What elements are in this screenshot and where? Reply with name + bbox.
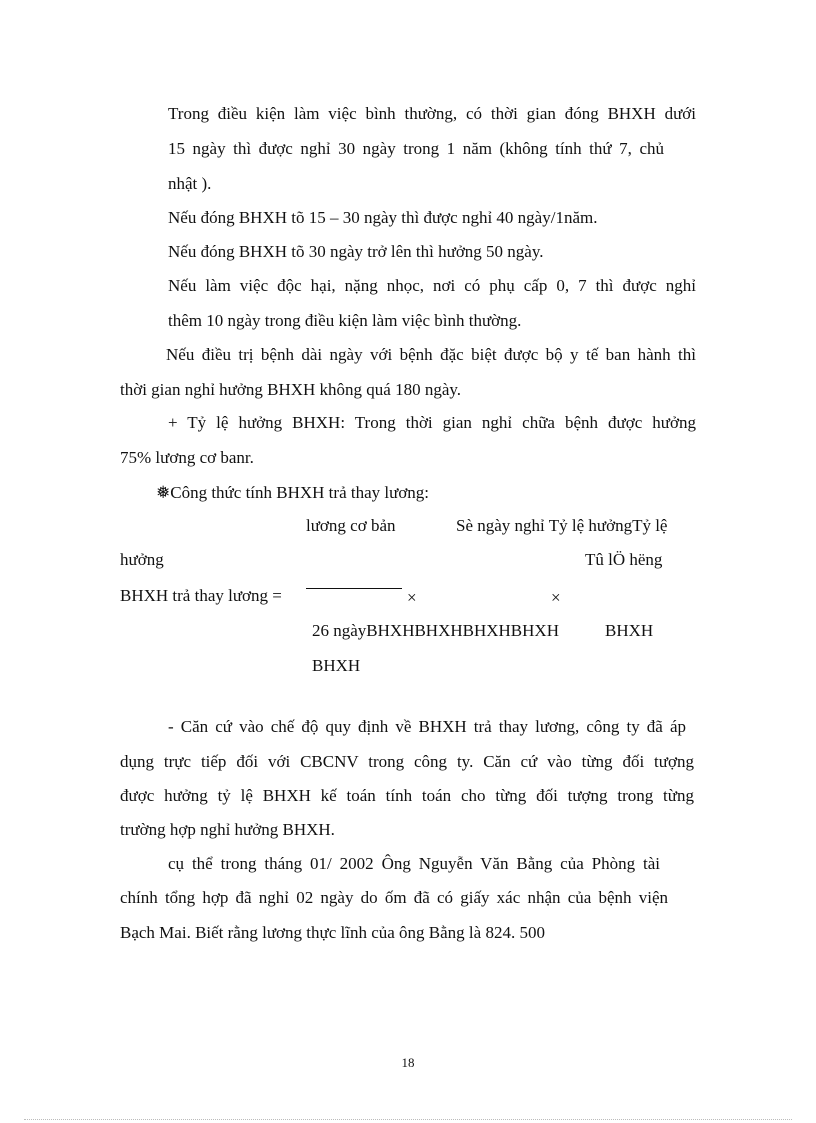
formula-lhs: BHXH trả thay lương = — [120, 586, 282, 605]
page-bottom-rule — [24, 1119, 792, 1120]
closing-line-6: chính tổng hợp đã nghỉ 02 ngày do ốm đã có giấy xác nhận của bệnh viện — [120, 888, 668, 907]
body-line-10: + Tỷ lệ hưởng BHXH: Trong thời gian nghỉ chữa bệnh được hưởng — [168, 413, 696, 432]
body-line-4: Nếu đóng BHXH tõ 15 – 30 ngày thì được nghỉ 40 ngày/1năm. — [168, 208, 598, 227]
body-line-11: 75% lương cơ banr. — [120, 448, 254, 467]
formula-bhxh-bottom: BHXH — [312, 656, 361, 675]
page-number: 18 — [401, 1055, 415, 1070]
times-sign-2: × — [551, 588, 561, 607]
times-sign-1: × — [407, 588, 417, 607]
formula-numerator-left: lương cơ bản — [306, 516, 396, 535]
closing-line-5: cụ thể trong tháng 01/ 2002 Ông Nguyễn Văn Bằng của Phòng tài — [168, 854, 660, 873]
body-line-5: Nếu đóng BHXH tõ 30 ngày trở lên thì hưởng 50 ngày. — [168, 242, 544, 261]
formula-denominator: 26 ngàyBHXHBHXHBHXHBHXH — [312, 621, 559, 640]
body-line-7: thêm 10 ngày trong điều kiện làm việc bình thường. — [168, 311, 522, 330]
formula-numerator-right: Sè ngày nghỉ Tỷ lệ hưởngTỷ lệ — [456, 516, 668, 535]
closing-line-3: được hưởng tỷ lệ BHXH kế toán tính toán cho từng đối tượng trong từng — [120, 786, 694, 805]
formula-bhxh-right: BHXH — [605, 621, 654, 640]
formula-label-right: Tû lÖ hëng — [585, 550, 663, 569]
body-line-6: Nếu làm việc độc hại, nặng nhọc, nơi có phụ cấp 0, 7 thì được nghỉ — [168, 276, 696, 295]
closing-line-2: dụng trực tiếp đối với CBCNV trong công ty. Căn cứ vào từng đối tượng — [120, 752, 694, 771]
body-line-3: nhật ). — [168, 174, 212, 193]
closing-line-7: Bạch Mai. Biết rằng lương thực lĩnh của ông Bằng là 824. 500 — [120, 923, 545, 942]
body-line-2: 15 ngày thì được nghỉ 30 ngày trong 1 năm (không tính thứ 7, chủ — [168, 139, 664, 158]
fraction-bar — [306, 588, 402, 589]
formula-heading: ❅Công thức tính BHXH trả thay lương: — [156, 483, 430, 502]
body-line-8: Nếu điều trị bệnh dài ngày với bệnh đặc biệt được bộ y tế ban hành thì — [166, 345, 696, 364]
closing-line-4: trường hợp nghỉ hưởng BHXH. — [120, 820, 335, 839]
body-line-9: thời gian nghỉ hưởng BHXH không quá 180 ngày. — [120, 380, 462, 399]
body-line-1: Trong điều kiện làm việc bình thường, có thời gian đóng BHXH dưới — [168, 104, 696, 123]
formula-label-left: hưởng — [120, 550, 164, 569]
closing-line-1: - Căn cứ vào chế độ quy định về BHXH trả thay lương, công ty đã áp — [168, 717, 686, 736]
